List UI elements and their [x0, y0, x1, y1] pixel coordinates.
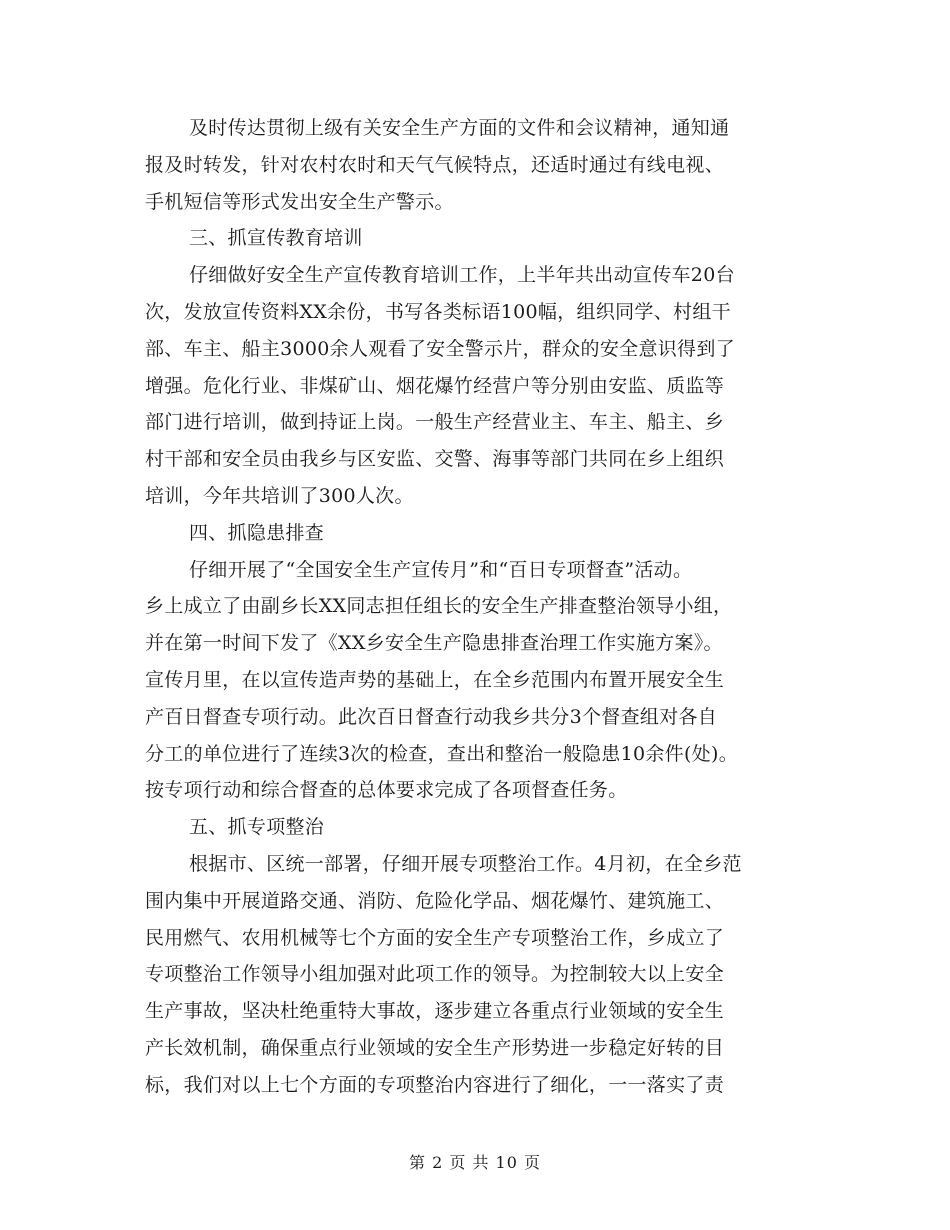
text-line: 仔细开展了“全国安全生产宣传月”和“百日专项督查”活动。	[189, 558, 693, 581]
text-line: 村干部和安全员由我乡与区安监、交警、海事等部门共同在乡上组织	[145, 448, 725, 471]
text-line: 标，我们对以上七个方面的专项整治内容进行了细化，一一落实了责	[145, 1073, 725, 1096]
text-line: 手机短信等形式发出安全生产警示。	[145, 190, 454, 213]
text-line: 生产事故，坚决杜绝重特大事故，逐步建立各重点行业领域的安全生	[145, 1000, 725, 1023]
text-line: 产百日督查专项行动。此次百日督查行动我乡共分3个督查组对各自	[145, 705, 718, 728]
text-line: 产长效机制，确保重点行业领域的安全生产形势进一步稳定好转的目	[145, 1036, 725, 1059]
text-line: 根据市、区统一部署，仔细开展专项整治工作。4月初，在全乡范	[189, 852, 742, 875]
text-line: 宣传月里，在以宣传造声势的基础上，在全乡范围内布置开展安全生	[145, 668, 725, 691]
text-line: 乡上成立了由副乡长XX同志担任组长的安全生产排查整治领导小组，	[145, 595, 733, 618]
text-line: 四、抓隐患排查	[189, 521, 325, 544]
text-line: 专项整治工作领导小组加强对此项工作的领导。为控制较大以上安全	[145, 963, 725, 986]
page-footer: 第 2 页 共 10 页	[409, 1153, 541, 1172]
text-line: 五、抓专项整治	[189, 816, 325, 839]
document-body	[145, 110, 810, 1104]
text-line: 增强。危化行业、非煤矿山、烟花爆竹经营户等分别由安监、质监等	[145, 374, 725, 397]
text-line: 三、抓宣传教育培训	[189, 227, 363, 250]
text-line: 围内集中开展道路交通、消防、危险化学品、烟花爆竹、建筑施工、	[145, 889, 725, 912]
text-line: 分工的单位进行了连续3次的检查，查出和整治一般隐患10余件(处)。	[145, 742, 738, 765]
text-line: 次，发放宣传资料XX余份，书写各类标语100幅，组织同学、村组干	[145, 300, 731, 323]
text-line: 仔细做好安全生产宣传教育培训工作，上半年共出动宣传车20台	[189, 264, 735, 287]
text-line: 部门进行培训，做到持证上岗。一般生产经营业主、车主、船主、乡	[145, 411, 725, 434]
text-line: 培训，今年共培训了300人次。	[145, 484, 414, 507]
text-line: 部、车主、船主3000余人观看了安全警示片，群众的安全意识得到了	[145, 337, 735, 360]
text-line: 及时传达贯彻上级有关安全生产方面的文件和会议精神，通知通	[189, 117, 730, 139]
text-line: 按专项行动和综合督查的总体要求完成了各项督查任务。	[145, 779, 628, 802]
text-line: 并在第一时间下发了《XX乡安全生产隐患排查治理工作实施方案》。	[145, 632, 723, 655]
text-line: 报及时转发，针对农村农时和天气气候特点，还适时通过有线电视、	[145, 153, 725, 176]
text-line: 民用燃气、农用机械等七个方面的安全生产专项整治工作，乡成立了	[145, 926, 725, 949]
